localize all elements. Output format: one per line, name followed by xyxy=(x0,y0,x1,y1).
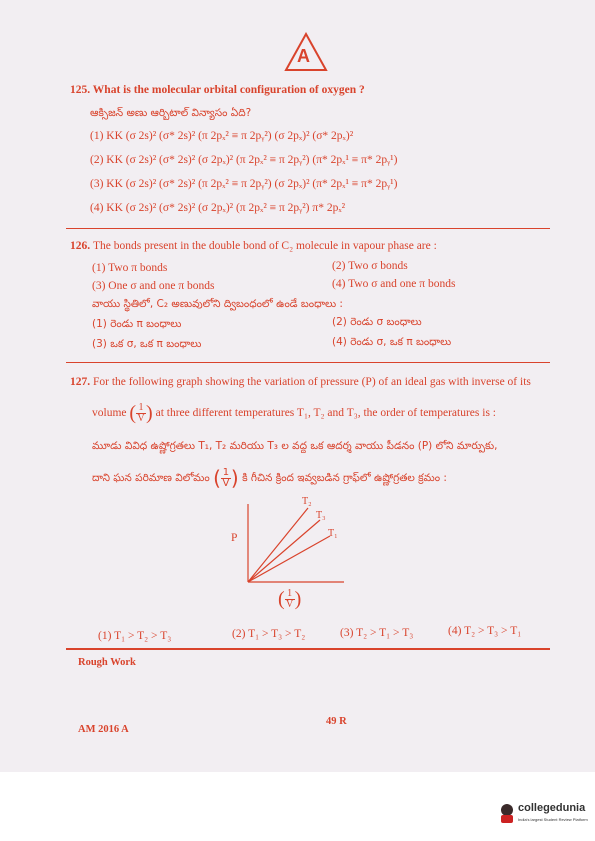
collegedunia-logo xyxy=(498,800,590,830)
option-125-3[interactable]: (3) KK (σ 2s)² (σ* 2s)² (π 2pₓ² ≡ π 2pᵧ²) (σ 2pₓ)² (π* 2pₓ¹ ≡ π* 2pᵧ¹) xyxy=(90,178,398,190)
question-text: What is the molecular orbital configuration of oxygen ? xyxy=(92,84,365,96)
question-number: 127. xyxy=(70,376,91,388)
question-text: volume xyxy=(92,407,127,420)
option-127-4[interactable]: (4) T₂ > T₃ > T₁ xyxy=(448,625,522,637)
line-t3 xyxy=(248,520,320,582)
option-126-1[interactable]: (1) Two π bonds xyxy=(92,262,168,274)
paper-code: AM 2016 A xyxy=(78,724,129,735)
logo-name: collegedunia xyxy=(518,802,586,814)
option-127-3[interactable]: (3) T₂ > T₁ > T₃ xyxy=(340,627,414,639)
divider xyxy=(66,648,550,650)
line-label-t1: T₁ xyxy=(328,528,338,539)
line-label-t2: T₂ xyxy=(302,496,312,507)
question-text: The bonds present in the double bond of C₂ molecule in vapour phase are : xyxy=(93,240,437,252)
fraction: $\frac{1}{V}$ xyxy=(222,466,230,489)
option-126-te-3: (3) ఒక σ, ఒక π బంధాలు xyxy=(92,338,202,350)
option-126-te-4: (4) రెండు σ, ఒక π బంధాలు xyxy=(332,336,452,348)
telugu-text: కి గీచిన క్రింద ఇవ్వబడిన గ్రాఫ్‌లో ఉష్ణోగ్రతల క్రమం : xyxy=(242,472,447,484)
divider xyxy=(66,228,550,229)
option-125-2[interactable]: (2) KK (σ 2s)² (σ* 2s)² (σ 2pₓ)² (π 2pₓ² ≡ π 2pᵧ²) (π* 2pₓ¹ ≡ π* 2pᵧ¹) xyxy=(90,154,398,166)
question-number: 125. xyxy=(70,84,91,96)
option-126-3[interactable]: (3) One σ and one π bonds xyxy=(92,280,215,292)
question-125 xyxy=(70,84,365,96)
option-126-te-2: (2) రెండు σ బంధాలు xyxy=(332,316,422,328)
question-125-telugu: ఆక్సిజన్ అణు ఆర్బిటాల్ విన్యాసం ఏది? xyxy=(90,107,252,119)
question-127-line2: volume ( $\frac{1}{V}$ ) at three different temperatures T₁, T₂ and T₃, the order of temperatures is : xyxy=(92,402,496,424)
page-number: 49 R xyxy=(326,716,347,727)
question-127-telugu-2: దాని ఘన పరిమాణ విలోమం ( $\frac{1}{V}$ ) కి గీచిన క్రింద ఇవ్వబడిన గ్రాఫ్‌లో ఉష్ణోగ్రతల క్రమం : xyxy=(92,466,447,490)
logo-tagline: India's largest Student Review Platform xyxy=(518,817,588,822)
pressure-graph xyxy=(226,498,356,618)
mascot-icon xyxy=(498,802,516,824)
question-127 xyxy=(70,376,531,388)
option-126-2[interactable]: (2) Two σ bonds xyxy=(332,260,408,272)
question-127-telugu-1: మూడు వివిధ ఉష్ణోగ్రతలు T₁, T₂ మరియు T₃ ల వద్ద ఒక ఆదర్శ వాయు పీడనం (P) లోని మార్పుకు, xyxy=(92,440,498,452)
x-axis-label: ( $\frac{1}{V}$ ) xyxy=(278,588,302,610)
divider xyxy=(66,362,550,363)
fraction: $\frac{1}{V}$ xyxy=(137,402,145,424)
option-126-te-1: (1) రెండు π బంధాలు xyxy=(92,318,182,330)
option-127-2[interactable]: (2) T₁ > T₃ > T₂ xyxy=(232,628,306,640)
line-label-t3: T₃ xyxy=(316,510,326,521)
question-126 xyxy=(70,240,437,252)
y-axis-label: P xyxy=(231,532,238,544)
line-t1 xyxy=(248,536,330,582)
line-t2 xyxy=(248,508,308,582)
series-letter: A xyxy=(297,46,310,66)
question-text: at three different temperatures T₁, T₂ and T₃, the order of temperatures is : xyxy=(155,407,496,420)
option-127-1[interactable]: (1) T₁ > T₂ > T₃ xyxy=(98,630,172,642)
telugu-text: దాని ఘన పరిమాణ విలోమం xyxy=(92,472,210,484)
question-126-telugu: వాయు స్థితిలో, C₂ అణువులోని ద్విబంధంలో ఉండే బంధాలు : xyxy=(92,298,343,310)
option-125-4[interactable]: (4) KK (σ 2s)² (σ* 2s)² (σ 2pₓ)² (π 2pₓ² ≡ π 2pᵧ²) π* 2pₓ² xyxy=(90,202,346,214)
question-number: 126. xyxy=(70,240,91,252)
series-badge xyxy=(284,32,328,72)
rough-work-label: Rough Work xyxy=(78,657,136,668)
option-126-4[interactable]: (4) Two σ and one π bonds xyxy=(332,278,456,290)
option-125-1[interactable]: (1) KK (σ 2s)² (σ* 2s)² (π 2pₓ² ≡ π 2pᵧ²) (σ 2pₓ)² (σ* 2pₓ)² xyxy=(90,130,354,142)
question-text: For the following graph showing the variation of pressure (P) of an ideal gas with inverse of its xyxy=(93,376,531,388)
